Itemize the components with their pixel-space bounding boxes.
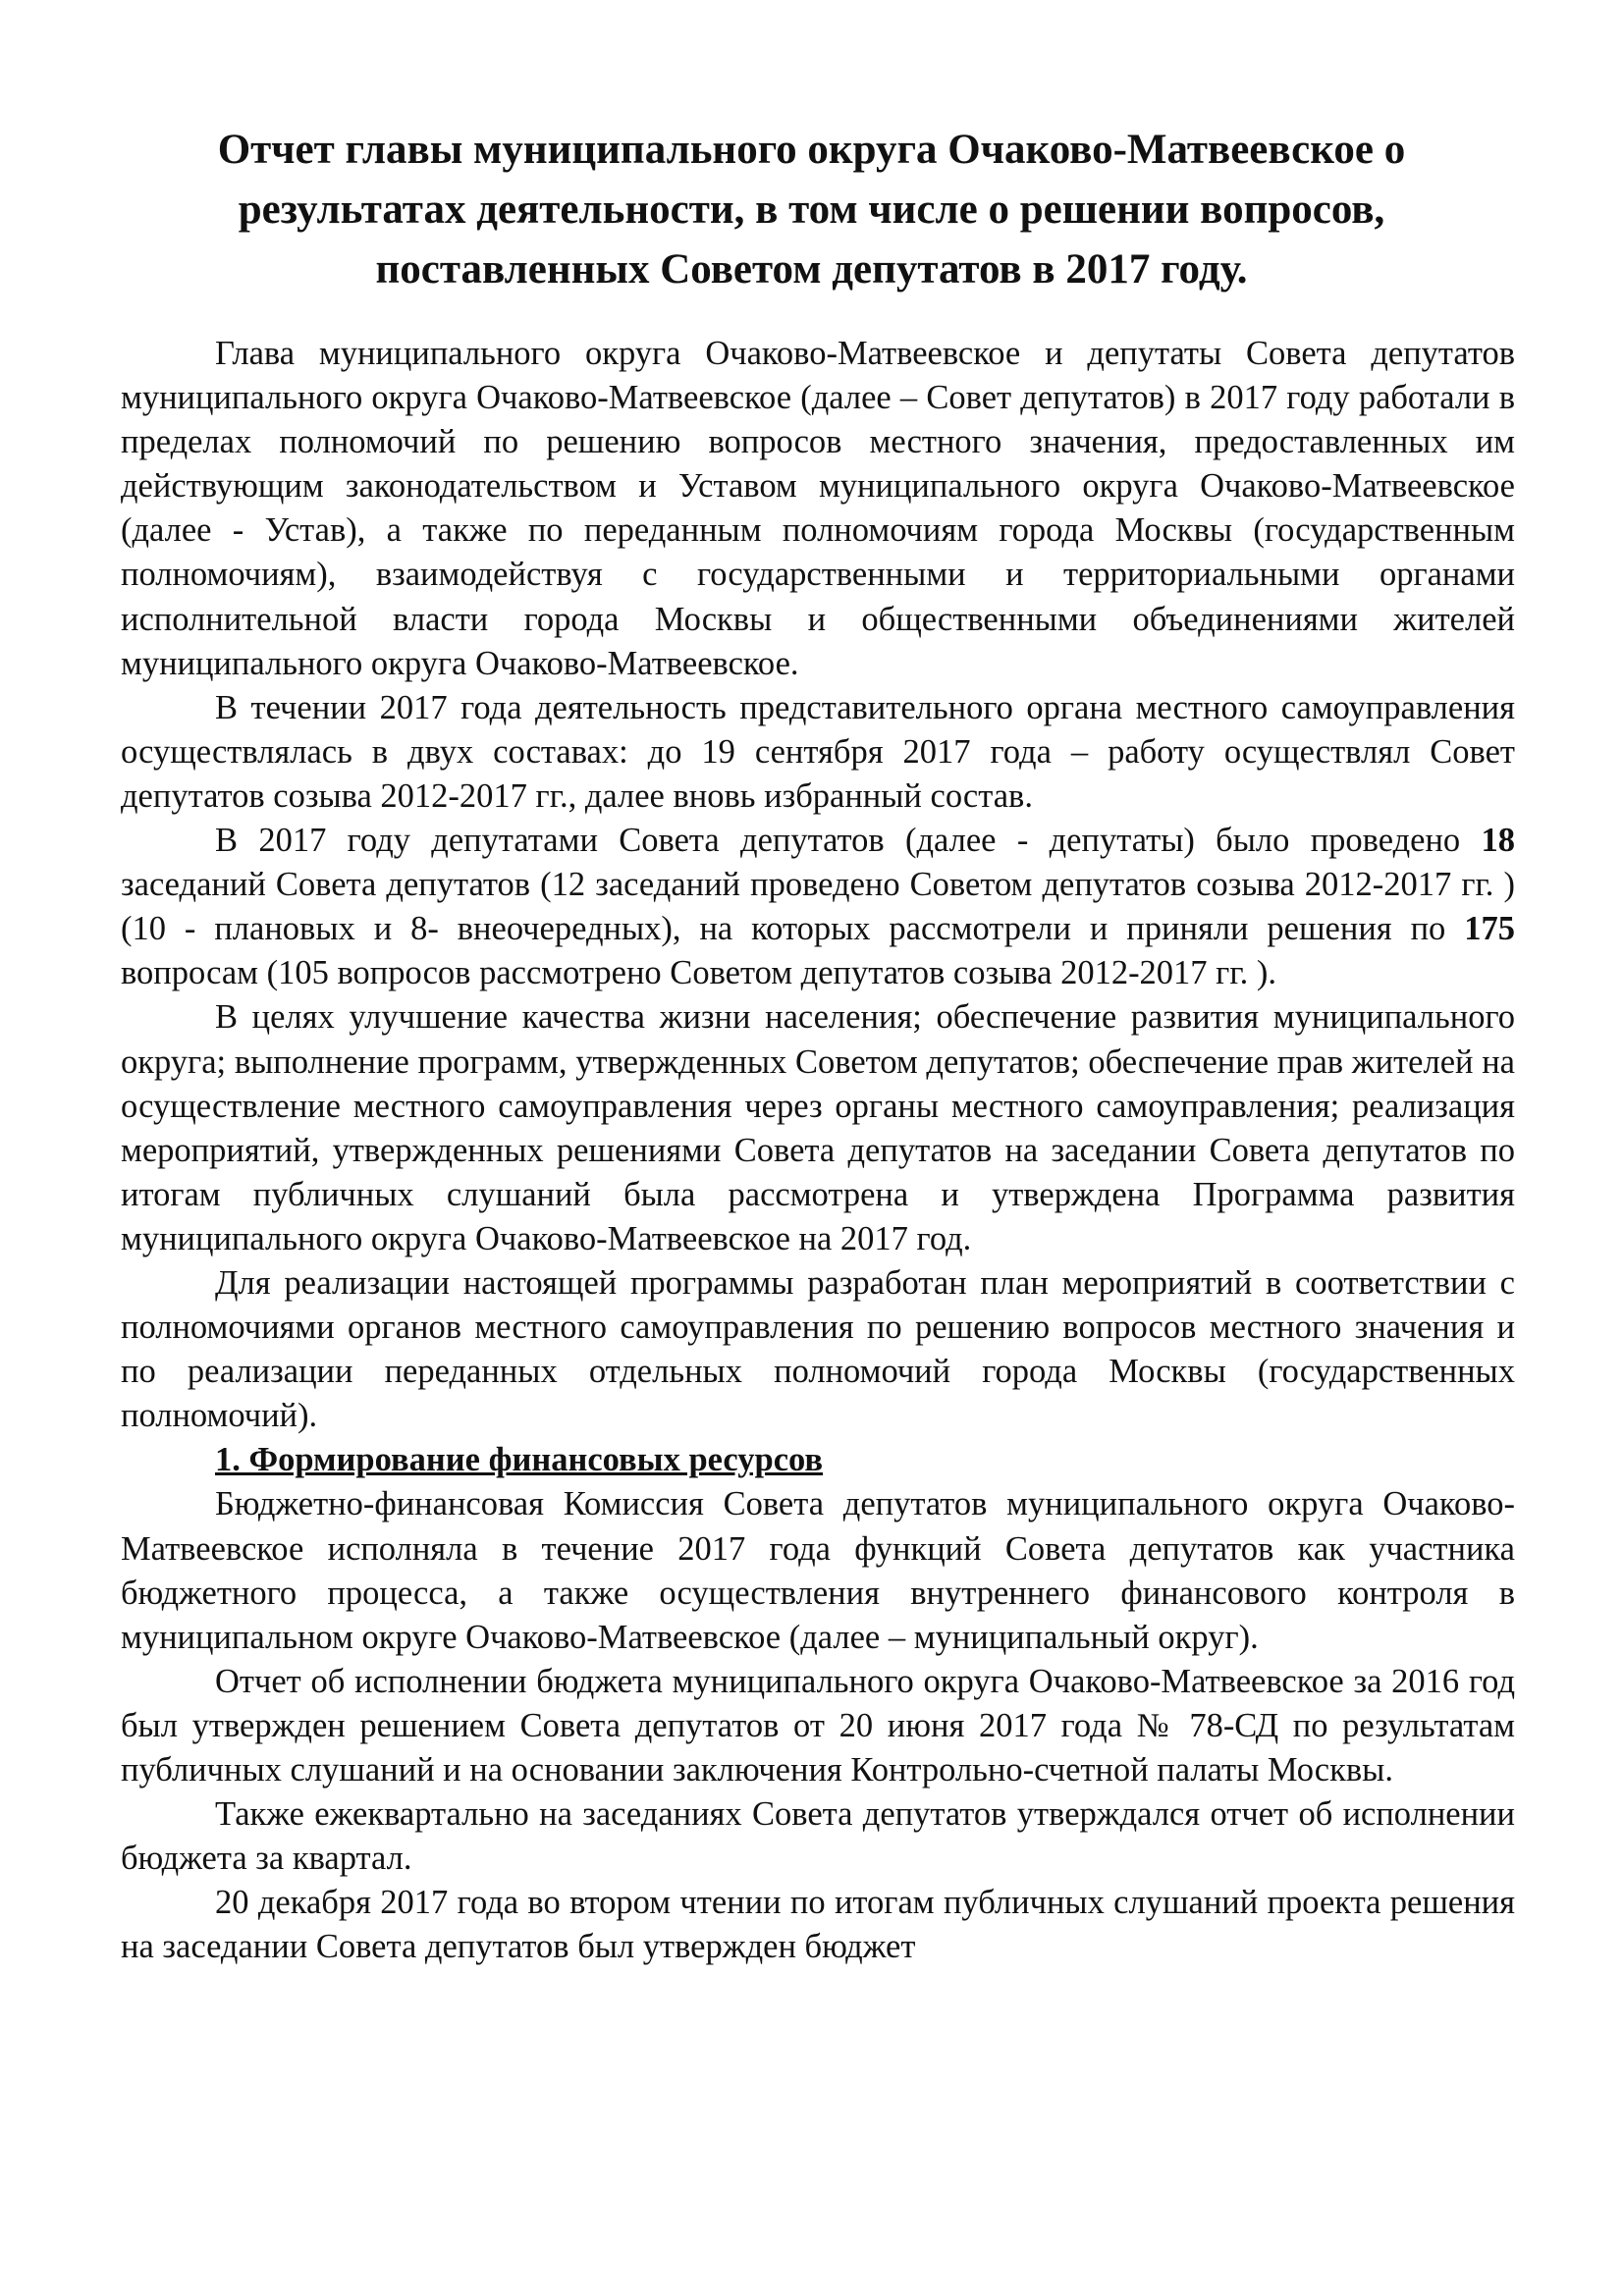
section-heading-finance	[121, 1438, 1515, 1482]
paragraph-compositions: В течении 2017 года деятельность представительного органа местного самоуправления осуществлялась в двух составах: до 19 сентября 2017 года – работу осуществлял Совет депутатов созыва 2012-2017 гг., далее вновь избранный состав.	[121, 688, 1515, 815]
meetings-text-part2: заседаний Совета депутатов (12 заседаний проведено Советом депутатов созыва 2012-2017 гг. ) (10 - плановых и 8- внеочередных), на которых рассмотрели и приняли решения по	[121, 866, 1515, 948]
paragraph-budget-commission: Бюджетно-финансовая Комиссия Совета депутатов муниципального округа Очаково-Матвеевское исполняла в течение 2017 года функций Совета депутатов как участника бюджетного процесса, а также осуществления внутреннего финансового контроля в муниципальном округе Очаково-Матвеевское (далее – муниципальный округ).	[121, 1485, 1515, 1656]
paragraph-budget-report: Отчет об исполнении бюджета муниципального округа Очаково-Матвеевское за 2016 год был утвержден решением Совета депутатов от 20 июня 2017 года № 78-СД по результатам публичных слушаний и на основании заключения Контрольно-счетной палаты Москвы.	[121, 1662, 1515, 1789]
meetings-count: 18	[1481, 822, 1516, 860]
paragraph-budget-approval: 20 декабря 2017 года во втором чтении по итогам публичных слушаний проекта решения на заседании Совета депутатов был утвержден бюджет	[121, 1884, 1515, 1966]
section-heading-text: 1. Формирование финансовых ресурсов	[215, 1441, 824, 1479]
document-title: Отчет главы муниципального округа Очаково-Матвеевское о результатах деятельности, в том числе о решении вопросов, поставленных Советом депутатов в 2017 году.	[217, 127, 1406, 293]
paragraph-plan: Для реализации настоящей программы разработан план мероприятий в соответствии с полномочиями органов местного самоуправления по решению вопросов местного значения и по реализации переданных отдельных полномочий города Москвы (государственных полномочий).	[121, 1263, 1515, 1435]
meetings-text-part3: вопросам (105 вопросов рассмотрено Советом депутатов созыва 2012-2017 гг. ).	[121, 954, 1276, 992]
paragraph-meetings	[121, 819, 1515, 995]
document-body	[121, 332, 1515, 1969]
paragraph-quarterly: Также ежеквартально на заседаниях Совета депутатов утверждался отчет об исполнении бюджета за квартал.	[121, 1795, 1515, 1878]
paragraph-intro: Глава муниципального округа Очаково-Матвеевское и депутаты Совета депутатов муниципального округа Очаково-Матвеевское (далее – Совет депутатов) в 2017 году работали в пределах полномочий по решению вопросов местного значения, предоставленных им действующим законодательством и Уставом муниципального округа Очаково-Матвеевское (далее - Устав), а также по переданным полномочиям города Москвы (государственным полномочиям), взаимодействуя с государственными и территориальными органами исполнительной власти города Москвы и общественными объединениями жителей муниципального округа Очаково-Матвеевское.	[121, 335, 1515, 682]
meetings-text-part1: В 2017 году депутатами Совета депутатов (далее - депутаты) было проведено	[215, 822, 1461, 860]
questions-count: 175	[1464, 910, 1515, 948]
paragraph-program: В целях улучшение качества жизни населения; обеспечение развития муниципального округа; выполнение программ, утвержденных Советом депутатов; обеспечение прав жителей на осуществление местного самоуправления через органы местного самоуправления; реализация мероприятий, утвержденных решениями Совета депутатов на заседании Совета депутатов по итогам публичных слушаний была рассмотрена и утверждена Программа развития муниципального округа Очаково-Матвеевское на 2017 год.	[121, 998, 1515, 1257]
